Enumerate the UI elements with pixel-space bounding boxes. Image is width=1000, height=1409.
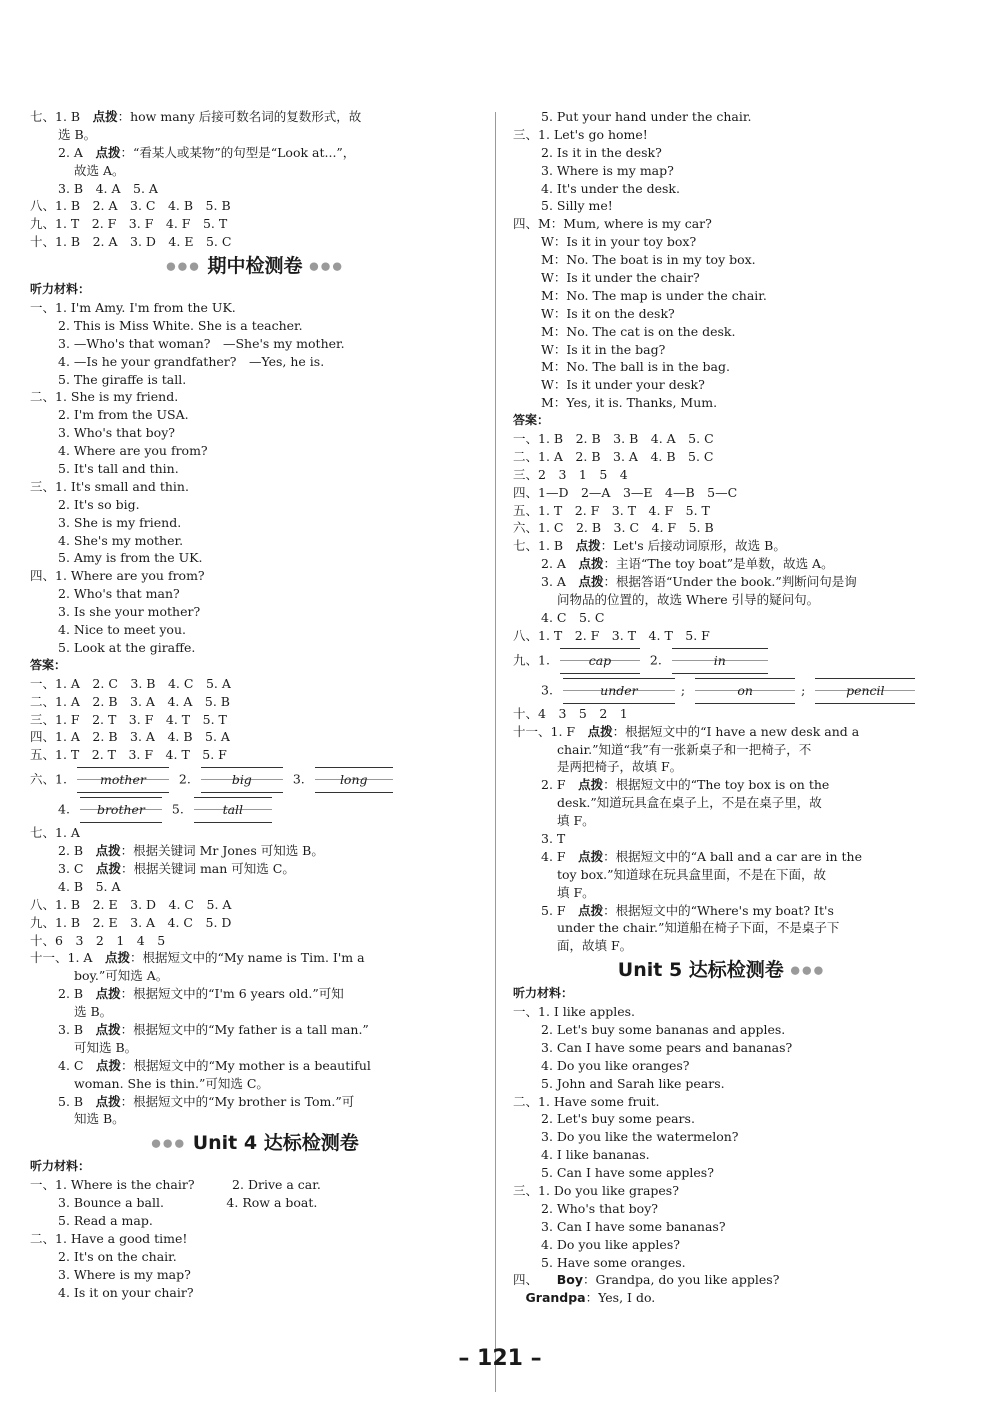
text-line: 五、1. T 2. F 3. T 4. F 5. T (513, 502, 710, 518)
text-line: 3. A 点拨：根据答语“Under the book.”判断问句是询 (541, 574, 857, 590)
text-line: 四、1—D 2—A 3—E 4—B 5—C (513, 484, 738, 500)
answer-block (513, 705, 930, 955)
text-line: 4. Do you like oranges? (541, 1057, 690, 1073)
text-line: 3. B 点拨：根据短文中的“My father is a tall man.” (58, 1021, 369, 1037)
handwritten-answer: cap (560, 648, 640, 674)
text-line: 二、1. Have a good time! (30, 1230, 188, 1246)
handwriting-row: 九、1. cap 2. in (513, 645, 930, 675)
text-line: 4. C 点拨：根据短文中的“My mother is a beautiful (58, 1057, 371, 1073)
text-line: 一、1. B 2. B 3. B 4. A 5. C (513, 431, 714, 447)
text-line: M：Yes, it is. Thanks, Mum. (541, 395, 718, 411)
text-line: 2. Is it in the desk? (541, 144, 662, 160)
text-line: 5. F 点拨：根据短文中的“Where's my boat? It's (541, 902, 834, 918)
text-line: 4. Do you like apples? (541, 1236, 680, 1252)
text-line: 知选 B。 (74, 1111, 125, 1127)
text-line: 4. —Is he your grandfather? —Yes, he is. (58, 353, 325, 369)
handwritten-answer: brother (80, 797, 162, 823)
text-line: 2. A 点拨：主语“The toy boat”是单数，故选 A。 (541, 556, 834, 572)
text-line: 3. Who's that boy? (58, 425, 175, 441)
text-line: 一、1. I'm Amy. I'm from the UK. (30, 300, 236, 316)
text-line: 2. Who's that man? (58, 586, 180, 602)
text-line: 答案： (513, 413, 550, 428)
text-line: 3. T (541, 830, 566, 846)
text-line: 3. Where is my map? (58, 1266, 191, 1282)
text-line: 2. This is Miss White. She is a teacher. (58, 317, 303, 333)
handwritten-answer: big (201, 767, 283, 793)
answer-block (30, 1158, 480, 1301)
text-line: 4. She's my mother. (58, 532, 184, 548)
answer-block (513, 108, 930, 645)
handwritten-answer: on (695, 678, 795, 704)
text-line: 问物品的位置的，故选 Where 引导的疑问句。 (557, 592, 820, 608)
text-line: W：Is it in the bag? (541, 341, 666, 357)
handwriting-row: 六、1. mother 2. big 3. long (30, 764, 480, 794)
text-line: 八、1. T 2. F 3. T 4. T 5. F (513, 627, 710, 643)
text-line: woman. She is thin.”可知选 C。 (74, 1075, 269, 1091)
text-line: 5. Read a map. (58, 1212, 153, 1228)
text-line: 四、M：Mum, where is my car? (513, 216, 712, 232)
right-column (513, 108, 930, 1307)
text-line: 4. It's under the desk. (541, 180, 680, 196)
text-line: 5. The giraffe is tall. (58, 371, 187, 387)
text-line: 二、1. She is my friend. (30, 389, 179, 405)
text-line: 3. Do you like the watermelon? (541, 1129, 739, 1145)
text-line: 4. I like bananas. (541, 1147, 650, 1163)
text-line: 十一、1. A 点拨：根据短文中的“My name is Tim. I'm a (30, 950, 365, 966)
text-line: 2. Who's that boy? (541, 1200, 658, 1216)
answer-block (30, 824, 480, 1128)
text-line: 三、1. Do you like grapes? (513, 1182, 679, 1198)
text-line: 填 F。 (557, 884, 595, 900)
handwritten-answer: mother (77, 767, 169, 793)
text-line: 4. B 5. A (58, 878, 121, 894)
text-line: 2. B 点拨：根据关键词 Mr Jones 可知选 B。 (58, 843, 324, 859)
answer-block (30, 281, 480, 764)
text-line: 七、1. B 点拨：Let's 后接动词原形，故选 B。 (513, 538, 786, 554)
text-line: chair.”知道“我”有一张新桌子和一把椅子，不 (557, 741, 812, 757)
text-line: 3. Where is my map? (541, 162, 674, 178)
text-line: 七、1. A (30, 825, 80, 841)
handwritten-answer: tall (194, 797, 272, 823)
text-line: W：Is it under your desk? (541, 377, 705, 393)
text-line: 5. It's tall and thin. (58, 461, 179, 477)
text-line: 故选 A。 (74, 162, 125, 178)
text-line: 三、2 3 1 5 4 (513, 466, 628, 482)
text-line: 4. F 点拨：根据短文中的“A ball and a car are in the (541, 848, 863, 864)
text-line: M：No. The boat is in my toy box. (541, 252, 756, 268)
text-line: 十、1. B 2. A 3. D 4. E 5. C (30, 234, 232, 250)
answer-block (30, 108, 480, 251)
handwritten-answer: pencil (815, 678, 915, 704)
text-line: 一、1. A 2. C 3. B 4. C 5. A (30, 675, 231, 691)
text-line: 4. C 5. C (541, 609, 605, 625)
text-line: W：Is it on the desk? (541, 305, 675, 321)
text-line: 五、1. T 2. T 3. F 4. T 5. F (30, 747, 227, 763)
text-line: 选 B。 (58, 126, 97, 142)
text-line: 5. John and Sarah like pears. (541, 1075, 725, 1091)
text-line: desk.”知道玩具盒在桌子上，不是在桌子里，故 (557, 795, 822, 811)
text-line: 5. Silly me! (541, 198, 613, 214)
text-line: 5. Put your hand under the chair. (541, 109, 752, 124)
text-line: 三、1. F 2. T 3. F 4. T 5. T (30, 711, 227, 727)
text-line: 可知选 B。 (74, 1039, 138, 1055)
text-line: 二、1. A 2. B 3. A 4. B 5. C (513, 448, 714, 464)
text-line: M：No. The cat is on the desk. (541, 323, 736, 339)
text-line: 3. C 点拨：根据关键词 man 可知选 C。 (58, 860, 295, 876)
text-line: 十、4 3 5 2 1 (513, 705, 628, 721)
text-line: 2. F 点拨：根据短文中的“The toy box is on the (541, 777, 830, 793)
text-line: 2. It's so big. (58, 496, 140, 512)
text-line: 十一、1. F 点拨：根据短文中的“I have a new desk and a (513, 723, 860, 739)
section-title-unit4: ●●● Unit 4 达标检测卷 (151, 1132, 359, 1155)
text-line: 4. Where are you from? (58, 443, 208, 459)
text-line: 听力材料： (30, 282, 91, 297)
text-line: toy box.”知道球在玩具盒里面，不是在下面，故 (557, 866, 827, 882)
text-line: 5. B 点拨：根据短文中的“My brother is Tom.”可 (58, 1093, 355, 1109)
text-line: 四、 Boy：Grandpa, do you like apples? (513, 1272, 780, 1288)
text-line: 3. —Who's that woman? —She's my mother. (58, 335, 345, 351)
text-line: 二、1. A 2. B 3. A 4. A 5. B (30, 693, 230, 709)
text-line: 一、1. Where is the chair? 2. Drive a car. (30, 1177, 321, 1193)
text-line: 三、1. It's small and thin. (30, 478, 189, 494)
text-line: under the chair.”知道船在椅子下面，不是桌子下 (557, 920, 840, 936)
text-line: 面，故填 F。 (557, 938, 633, 954)
text-line: 2. I'm from the USA. (58, 407, 189, 423)
page-number: – 121 – (458, 1346, 542, 1371)
handwritten-answer: in (672, 648, 768, 674)
text-line: 3. She is my friend. (58, 514, 182, 530)
section-title-midterm: ●●● 期中检测卷 ●●● (166, 255, 344, 278)
text-line: 八、1. B 2. A 3. C 4. B 5. B (30, 198, 231, 214)
text-line: 听力材料： (513, 986, 574, 1001)
text-line: 七、1. B 点拨：how many 后接可数名词的复数形式，故 (30, 109, 362, 124)
text-line: 九、1. B 2. E 3. A 4. C 5. D (30, 914, 232, 930)
text-line: 4. Nice to meet you. (58, 622, 186, 638)
text-line: 三、1. Let's go home! (513, 126, 648, 142)
text-line: 2. B 点拨：根据短文中的“I'm 6 years old.”可知 (58, 986, 344, 1002)
text-line: M：No. The map is under the chair. (541, 287, 767, 303)
column-divider (495, 112, 496, 1392)
handwritten-answer: under (563, 678, 675, 704)
text-line: W：Is it under the chair? (541, 270, 700, 286)
text-line: 一、1. I like apples. (513, 1004, 635, 1020)
text-line: 九、1. T 2. F 3. F 4. F 5. T (30, 216, 228, 232)
answer-block (513, 985, 930, 1307)
text-line: 2. Let's buy some bananas and apples. (541, 1021, 786, 1037)
text-line: boy.”可知选 A。 (74, 968, 169, 984)
text-line: 二、1. Have some fruit. (513, 1093, 660, 1109)
text-line: W：Is it in your toy box? (541, 234, 697, 250)
text-line: 填 F。 (557, 813, 595, 829)
text-line: 是两把椅子，故填 F。 (557, 759, 683, 775)
handwriting-row: 4. brother 5. tall (30, 794, 480, 824)
text-line: Grandpa：Yes, I do. (525, 1290, 656, 1306)
text-line: 六、1. C 2. B 3. C 4. F 5. B (513, 520, 714, 536)
text-line: 2. A 点拨：“看某人或某物”的句型是“Look at...”， (58, 144, 356, 160)
text-line: 2. It's on the chair. (58, 1248, 177, 1264)
text-line: 3. Can I have some pears and bananas? (541, 1039, 793, 1055)
text-line: 5. Can I have some apples? (541, 1165, 714, 1181)
text-line: 选 B。 (74, 1004, 113, 1020)
text-line: 5. Look at the giraffe. (58, 639, 196, 655)
text-line: 2. Let's buy some pears. (541, 1111, 695, 1127)
text-line: 四、1. Where are you from? (30, 568, 205, 584)
text-line: 5. Have some oranges. (541, 1254, 686, 1270)
text-line: 3. Is she your mother? (58, 604, 201, 620)
text-line: 四、1. A 2. B 3. A 4. B 5. A (30, 729, 230, 745)
text-line: 答案： (30, 657, 67, 672)
text-line: 4. Is it on your chair? (58, 1284, 194, 1300)
text-line: 听力材料： (30, 1159, 91, 1174)
text-line: 5. Amy is from the UK. (58, 550, 203, 566)
left-column (30, 108, 480, 1301)
text-line: M：No. The ball is in the bag. (541, 359, 730, 375)
text-line: 3. Bounce a ball. 4. Row a boat. (58, 1195, 318, 1211)
text-line: 八、1. B 2. E 3. D 4. C 5. A (30, 896, 232, 912)
handwritten-answer: long (315, 767, 393, 793)
text-line: 3. Can I have some bananas? (541, 1218, 726, 1234)
text-line: 十、6 3 2 1 4 5 (30, 932, 166, 948)
handwriting-row: 3. under ; on ; pencil (513, 675, 930, 705)
text-line: 3. B 4. A 5. A (58, 180, 158, 196)
section-title-unit5: Unit 5 达标检测卷 ●●● (617, 959, 826, 982)
